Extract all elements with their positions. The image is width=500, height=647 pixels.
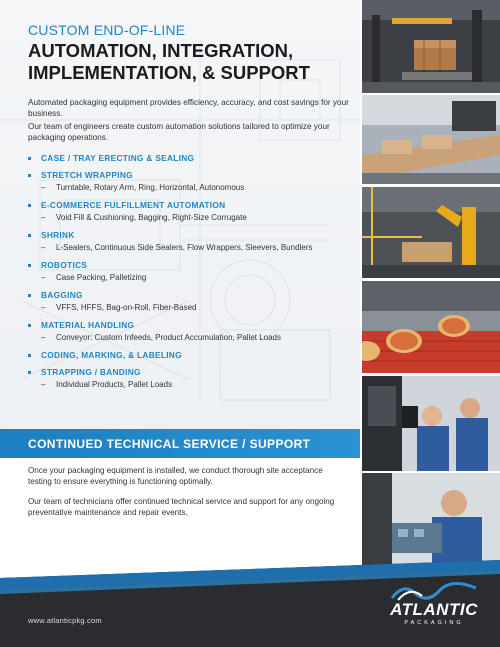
dash-marker: – [41,183,46,193]
website-link[interactable]: www.atlanticpkg.com [28,616,102,625]
service-title: STRAPPING / BANDING [41,367,141,378]
service-title: SHRINK [41,230,75,241]
logo-subtitle: PACKAGING [404,620,464,626]
logo-wordmark: ATLANTIC [390,600,478,619]
service-detail: L-Sealers, Continuous Side Sealers, Flow Wrappers, Sleevers, Bundlers [56,243,313,253]
service-title: E-COMMERCE FULFILLMENT AUTOMATION [41,200,226,211]
service-title: MATERIAL HANDLING [41,320,135,331]
photo-robot-arm [362,187,500,278]
photo-robotic-palletizer [362,0,500,93]
support-paragraph-1: Once your packaging equipment is installed, we conduct thorough site acceptance testing to ensure everything is functioning optimally. [28,466,323,486]
bullet-icon [28,294,31,297]
headline-line-1: AUTOMATION, INTEGRATION, [28,40,294,61]
bullet-icon [28,204,31,207]
service-item [28,260,353,283]
dash-marker: – [41,273,46,283]
service-detail: Case Packing, Palletizing [56,273,147,283]
support-title: CONTINUED TECHNICAL SERVICE / SUPPORT [28,437,311,451]
service-item [28,170,353,193]
service-detail: VFFS, HFFS, Bag-on-Roll, Fiber-Based [56,303,197,313]
service-title: CASE / TRAY ERECTING & SEALING [41,153,195,164]
headline-line-2: IMPLEMENTATION, & SUPPORT [28,62,310,83]
service-item [28,350,353,360]
service-item [28,153,353,163]
service-detail: Void Fill & Cushioning, Bagging, Right-Size Corrugate [56,213,247,223]
service-item [28,200,353,223]
bullet-icon [28,157,31,160]
main-content [28,22,353,397]
bullet-icon [28,371,31,374]
dash-marker: – [41,213,46,223]
dash-marker: – [41,303,46,313]
intro-paragraph-2: Our team of engineers create custom automation solutions tailored to optimize your packaging operations. [28,122,330,142]
service-title: STRETCH WRAPPING [41,170,133,181]
service-detail: Individual Products, Pallet Loads [56,380,173,390]
service-detail: Turntable, Rotary Arm, Ring, Horizontal, Autonomous [56,183,245,193]
wave-icon [384,580,484,602]
service-item [28,320,353,343]
page-headline [28,40,353,84]
dash-marker: – [41,333,46,343]
photo-case-conveyor [362,95,500,184]
support-text [28,466,348,518]
bullet-icon [28,174,31,177]
intro-paragraph-1: Automated packaging equipment provides efficiency, accuracy, and cost savings for your business. [28,98,349,118]
photo-technicians [362,376,500,471]
photo-pizza-line [362,281,500,373]
service-title: BAGGING [41,290,83,301]
service-item [28,230,353,253]
service-item [28,290,353,313]
dash-marker: – [41,243,46,253]
support-banner [0,429,360,458]
support-paragraph-2: Our team of technicians offer continued technical service and support for any ongoing preventative maintenance and repair events. [28,497,335,517]
photo-technician-repair [362,473,500,568]
bullet-icon [28,234,31,237]
intro-text [28,98,353,143]
bullet-icon [28,324,31,327]
service-item [28,367,353,390]
services-list [28,153,353,390]
company-logo [384,580,484,630]
bullet-icon [28,264,31,267]
service-detail: Conveyor: Custom Infeeds, Product Accumulation, Pallet Loads [56,333,282,343]
bullet-icon [28,354,31,357]
dash-marker: – [41,380,46,390]
service-title: CODING, MARKING, & LABELING [41,350,182,361]
service-title: ROBOTICS [41,260,88,271]
kicker-title: CUSTOM END-OF-LINE [28,22,186,38]
